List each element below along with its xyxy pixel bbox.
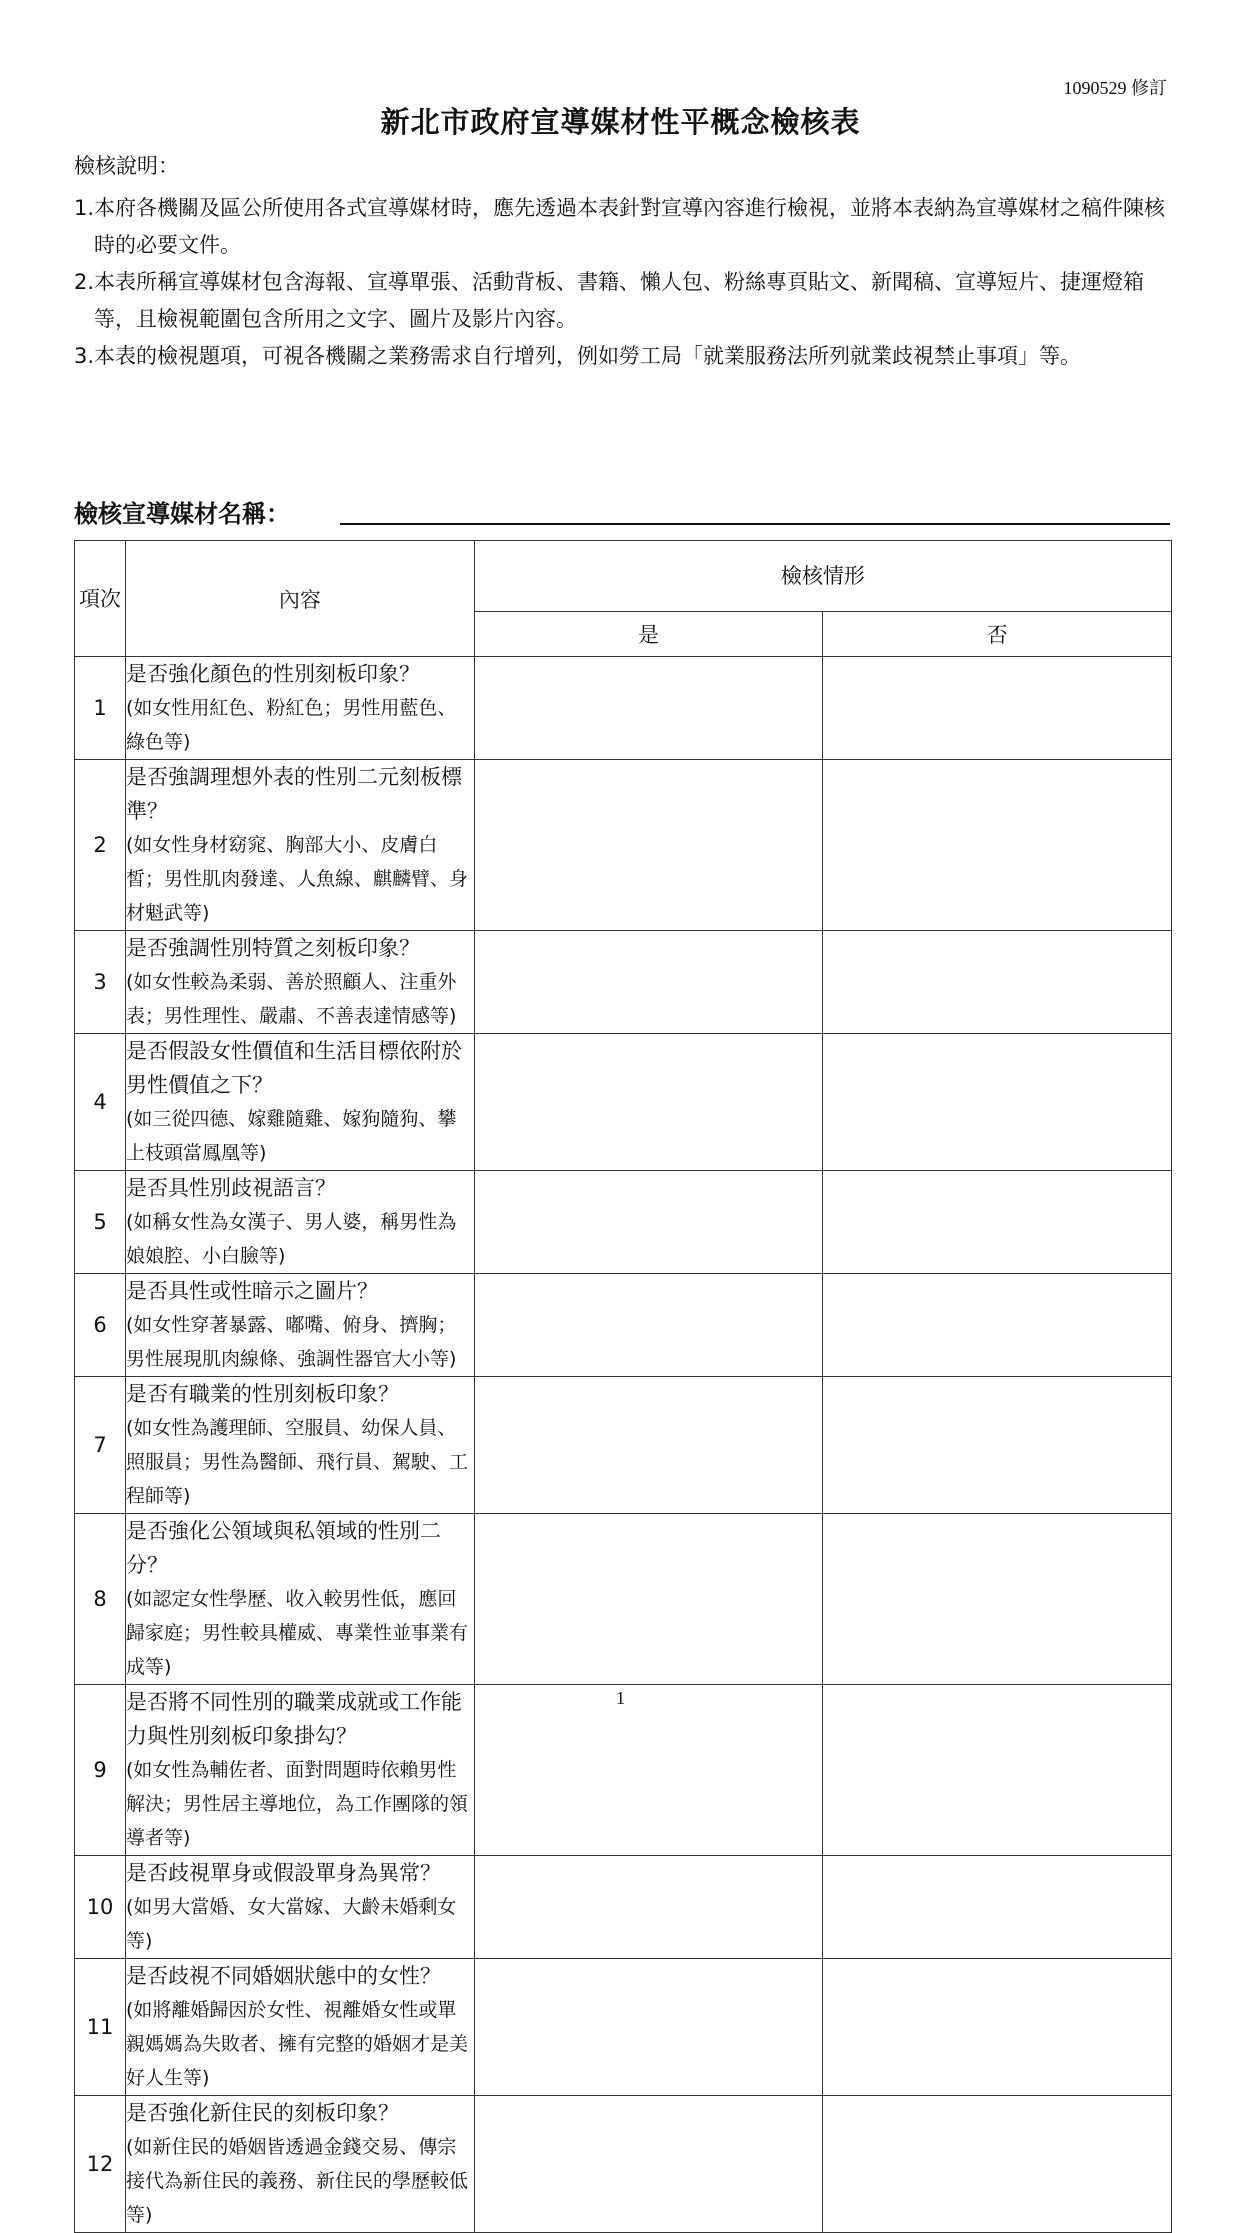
item-question: 是否具性或性暗示之圖片？ (126, 1279, 378, 1303)
item-example: (如女性為輔佐者、面對問題時依賴男性解決；男性居主導地位，為工作團隊的領導者等) (126, 1759, 469, 1849)
instructions-list (74, 190, 1174, 375)
header-yes: 是 (474, 612, 823, 657)
item-question: 是否有職業的性別刻板印象？ (126, 1382, 399, 1406)
table-row (75, 1171, 1172, 1274)
item-number: 12 (75, 2096, 126, 2233)
instruction-item (74, 190, 1174, 264)
item-number: 3 (75, 931, 126, 1034)
check-no-cell[interactable] (823, 1685, 1172, 1856)
item-content (126, 1171, 475, 1274)
check-no-cell[interactable] (823, 1856, 1172, 1959)
item-example: (如新住民的婚姻皆透過金錢交易、傳宗接代為新住民的義務、新住民的學歷較低等) (126, 2136, 469, 2226)
item-content (126, 1377, 475, 1514)
check-no-cell[interactable] (823, 1274, 1172, 1377)
check-no-cell[interactable] (823, 2096, 1172, 2233)
instruction-text: 本表所稱宣導媒材包含海報、宣導單張、活動背板、書籍、懶人包、粉絲專頁貼文、新聞稿、宣導短片、捷運燈箱等，且檢視範圍包含所用之文字、圖片及影片內容。 (94, 270, 1144, 331)
item-question: 是否強化公領域與私領域的性別二分？ (126, 1519, 441, 1577)
check-no-cell[interactable] (823, 1171, 1172, 1274)
check-yes-cell[interactable] (474, 1171, 823, 1274)
item-content (126, 1856, 475, 1959)
table-row (75, 931, 1172, 1034)
table-row (75, 2096, 1172, 2233)
item-number: 5 (75, 1171, 126, 1274)
table-row (75, 1514, 1172, 1685)
header-content: 內容 (126, 541, 475, 657)
instruction-item (74, 264, 1174, 338)
page-number: 1 (616, 1688, 625, 1708)
check-no-cell[interactable] (823, 1377, 1172, 1514)
table-row (75, 1377, 1172, 1514)
item-question: 是否強化顏色的性別刻板印象？ (126, 662, 420, 686)
check-no-cell[interactable] (823, 1959, 1172, 2096)
item-content (126, 2096, 475, 2233)
item-example: (如女性穿著暴露、嘟嘴、俯身、擠胸；男性展現肌肉線條、強調性器官大小等) (126, 1314, 457, 1370)
check-yes-cell[interactable] (474, 1377, 823, 1514)
checklist-table (74, 540, 1172, 2233)
item-example: (如稱女性為女漢子、男人婆，稱男性為娘娘腔、小白臉等) (126, 1211, 457, 1267)
check-yes-cell[interactable] (474, 1959, 823, 2096)
item-content (126, 1959, 475, 2096)
item-content (126, 1034, 475, 1171)
item-content (126, 1685, 475, 1856)
header-item-number: 項次 (75, 541, 126, 657)
item-content (126, 1274, 475, 1377)
check-yes-cell[interactable] (474, 2096, 823, 2233)
item-number: 9 (75, 1685, 126, 1856)
item-content (126, 931, 475, 1034)
item-number: 6 (75, 1274, 126, 1377)
page-title: 新北市政府宣導媒材性平概念檢核表 (380, 105, 861, 139)
item-example: (如女性用紅色、粉紅色；男性用藍色、綠色等) (126, 697, 457, 753)
instruction-item (74, 338, 1174, 375)
item-number: 7 (75, 1377, 126, 1514)
header-check-status: 檢核情形 (474, 541, 1171, 612)
item-number: 11 (75, 1959, 126, 2096)
material-name-label: 檢核宣導媒材名稱： (74, 500, 290, 528)
item-question: 是否強調性別特質之刻板印象？ (126, 936, 420, 960)
table-row (75, 760, 1172, 931)
check-yes-cell[interactable] (474, 1685, 823, 1856)
revision-date: 1090529 修訂 (1063, 78, 1167, 98)
table-row (75, 657, 1172, 760)
item-question: 是否歧視單身或假設單身為異常？ (126, 1861, 441, 1885)
item-question: 是否強調理想外表的性別二元刻板標準？ (126, 765, 462, 823)
instruction-number: 2. (74, 270, 95, 294)
item-question: 是否歧視不同婚姻狀態中的女性？ (126, 1964, 441, 1988)
check-yes-cell[interactable] (474, 657, 823, 760)
check-no-cell[interactable] (823, 760, 1172, 931)
header-no: 否 (823, 612, 1172, 657)
item-number: 10 (75, 1856, 126, 1959)
table-row (75, 1034, 1172, 1171)
check-no-cell[interactable] (823, 1034, 1172, 1171)
check-yes-cell[interactable] (474, 1034, 823, 1171)
check-no-cell[interactable] (823, 931, 1172, 1034)
check-yes-cell[interactable] (474, 1856, 823, 1959)
item-question: 是否將不同性別的職業成就或工作能力與性別刻板印象掛勾？ (126, 1690, 462, 1748)
table-row (75, 1959, 1172, 2096)
check-no-cell[interactable] (823, 657, 1172, 760)
item-content (126, 657, 475, 760)
instruction-text: 本表的檢視題項，可視各機關之業務需求自行增列，例如勞工局「就業服務法所列就業歧視禁止事項」等。 (94, 344, 1081, 368)
instruction-number: 1. (74, 196, 95, 220)
item-question: 是否具性別歧視語言？ (126, 1176, 336, 1200)
check-yes-cell[interactable] (474, 931, 823, 1034)
item-number: 2 (75, 760, 126, 931)
item-example: (如女性身材窈窕、胸部大小、皮膚白皙；男性肌肉發達、人魚線、麒麟臂、身材魁武等) (126, 834, 469, 924)
item-example: (如女性為護理師、空服員、幼保人員、照服員；男性為醫師、飛行員、駕駛、工程師等) (126, 1417, 469, 1507)
item-content (126, 1514, 475, 1685)
item-example: (如三從四德、嫁雞隨雞、嫁狗隨狗、攀上枝頭當鳳凰等) (126, 1108, 457, 1164)
check-yes-cell[interactable] (474, 1274, 823, 1377)
check-yes-cell[interactable] (474, 1514, 823, 1685)
item-question: 是否假設女性價值和生活目標依附於男性價值之下？ (126, 1039, 462, 1097)
table-row (75, 1685, 1172, 1856)
item-example: (如女性較為柔弱、善於照顧人、注重外表；男性理性、嚴肅、不善表達情感等) (126, 971, 457, 1027)
table-row (75, 1856, 1172, 1959)
item-number: 4 (75, 1034, 126, 1171)
instruction-number: 3. (74, 344, 95, 368)
item-question: 是否強化新住民的刻板印象？ (126, 2101, 399, 2125)
item-example: (如男大當婚、女大當嫁、大齡未婚剩女等) (126, 1896, 457, 1952)
item-example: (如認定女性學歷、收入較男性低，應回歸家庭；男性較具權威、專業性並事業有成等) (126, 1588, 469, 1678)
item-content (126, 760, 475, 931)
table-row (75, 1274, 1172, 1377)
item-example: (如將離婚歸因於女性、視離婚女性或單親媽媽為失敗者、擁有完整的婚姻才是美好人生等) (126, 1999, 469, 2089)
instructions-heading: 檢核說明： (74, 154, 179, 178)
instruction-text: 本府各機關及區公所使用各式宣導媒材時，應先透過本表針對宣導內容進行檢視，並將本表納為宣導媒材之稿件陳核時的必要文件。 (94, 196, 1165, 257)
check-no-cell[interactable] (823, 1514, 1172, 1685)
item-number: 1 (75, 657, 126, 760)
item-number: 8 (75, 1514, 126, 1685)
check-yes-cell[interactable] (474, 760, 823, 931)
material-name-field[interactable] (340, 523, 1170, 525)
